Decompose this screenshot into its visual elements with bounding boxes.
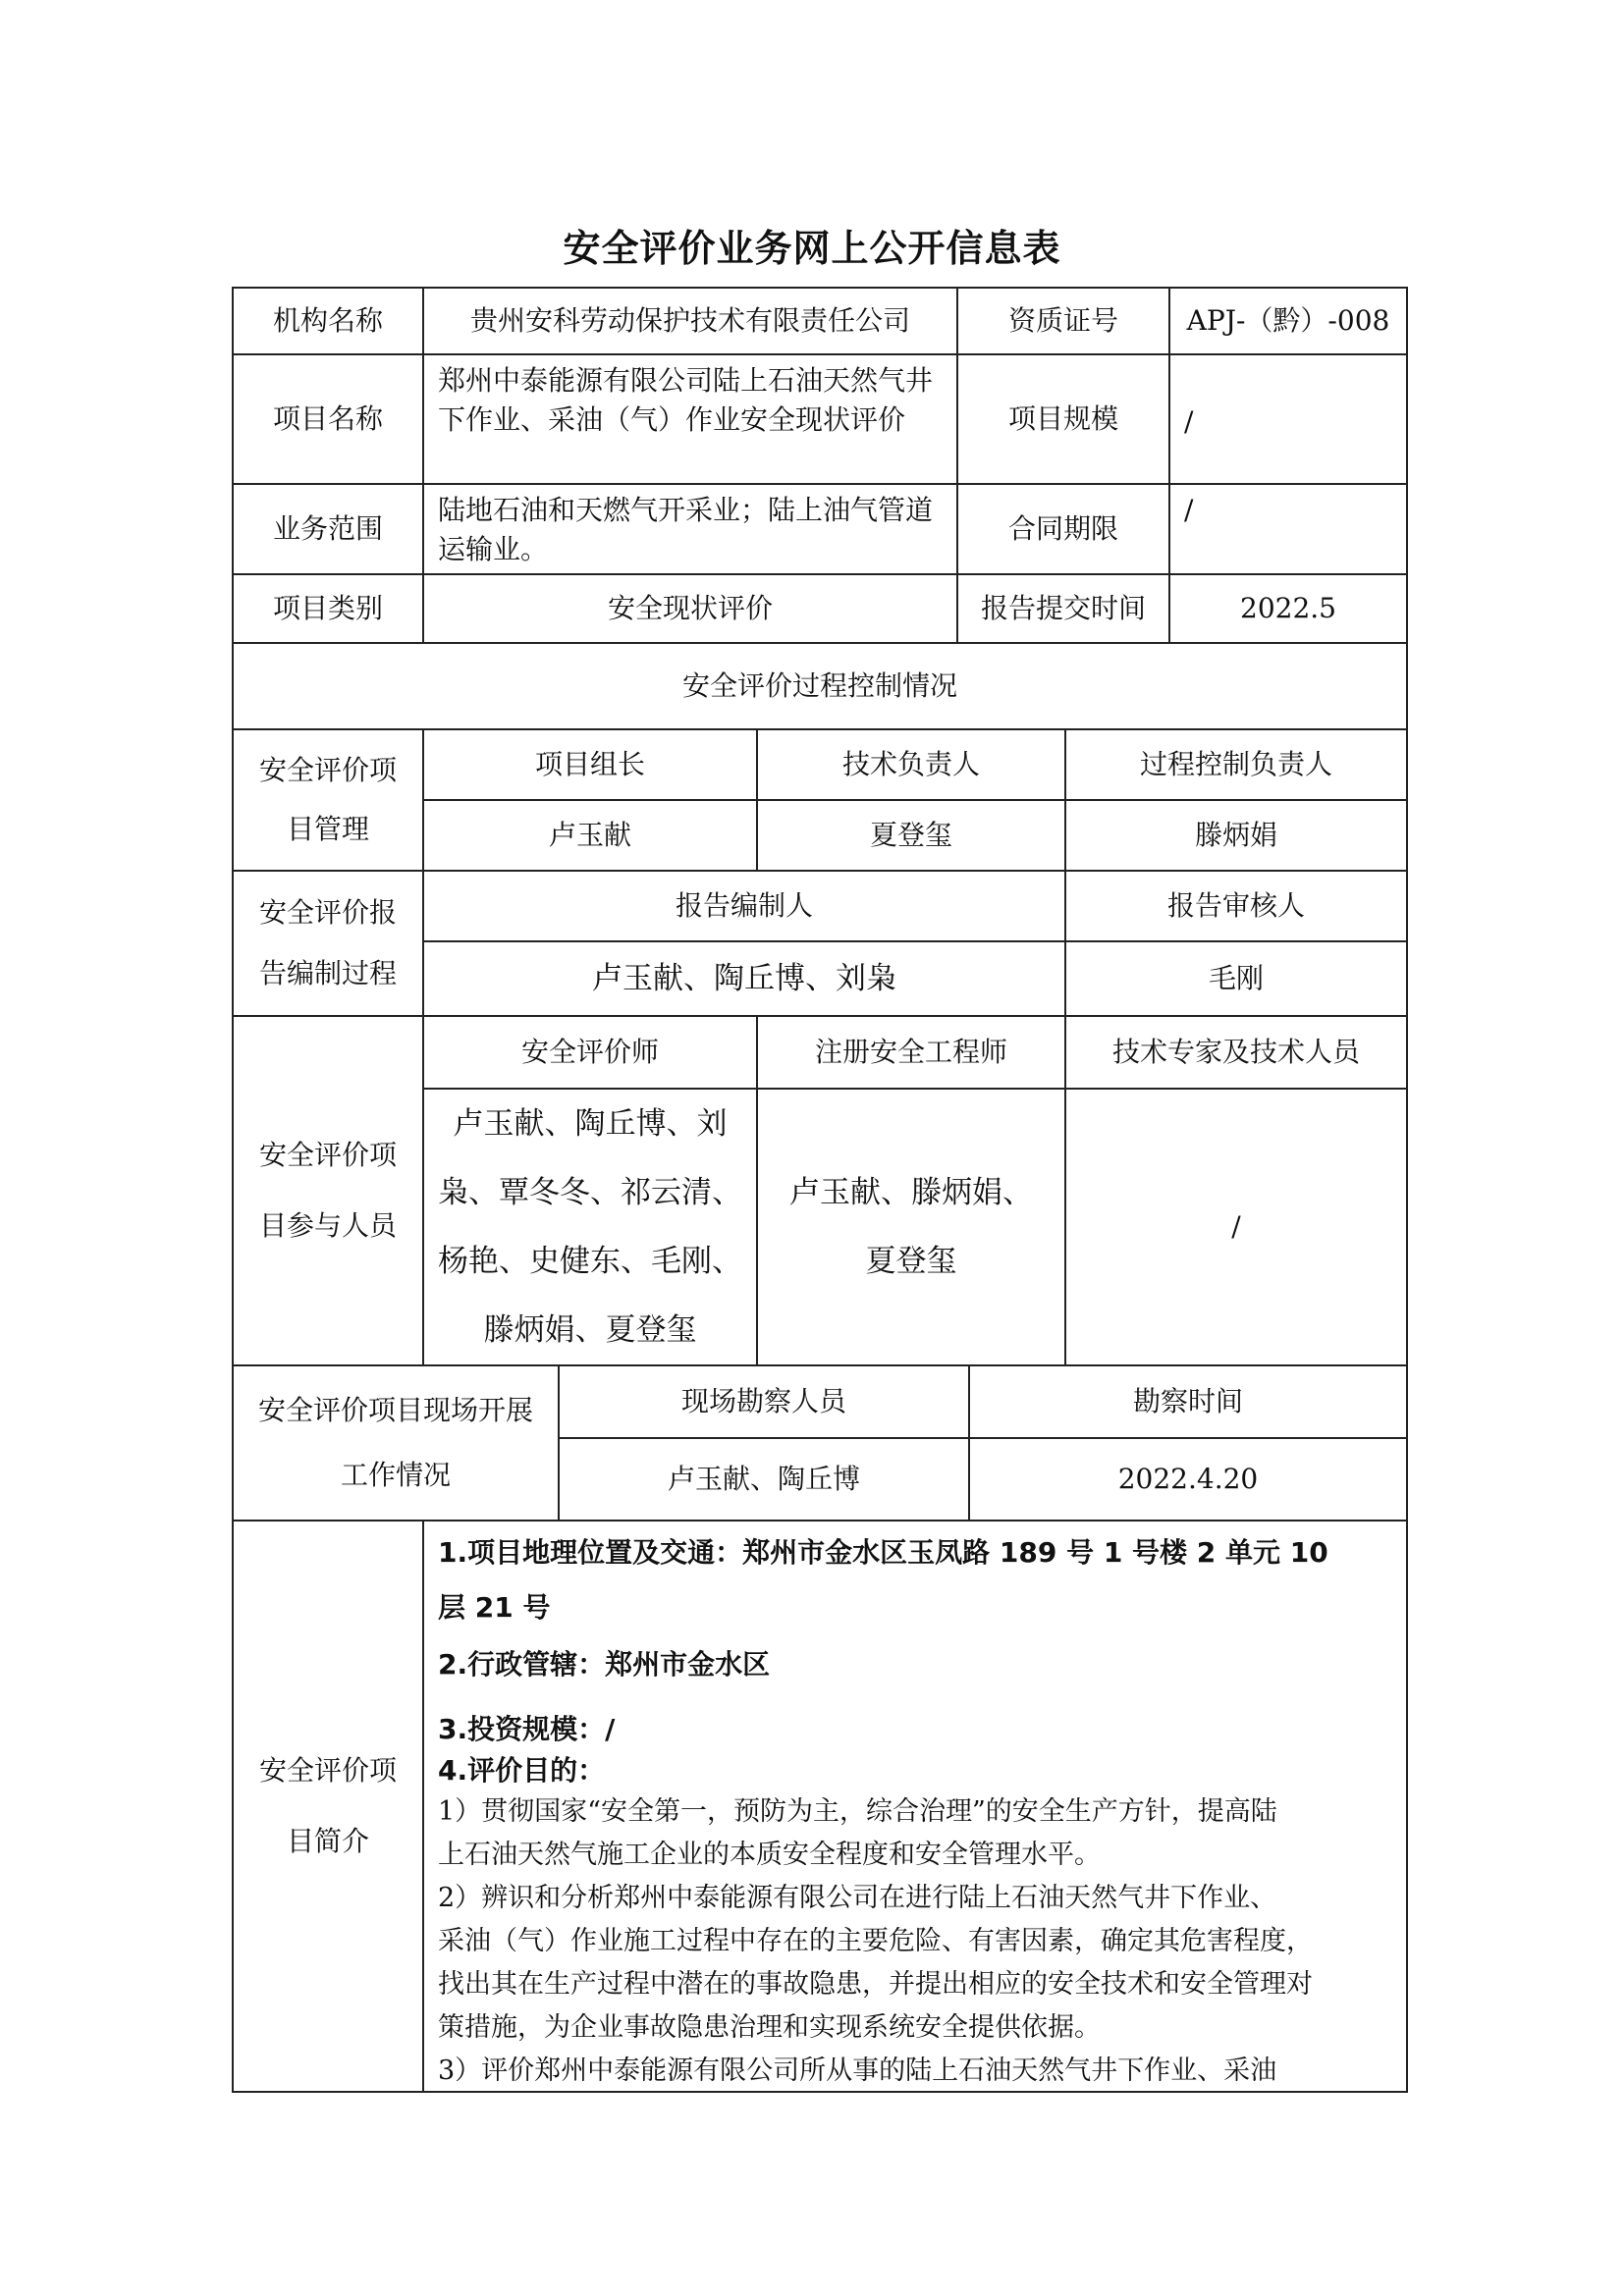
intro-purpose-1-line: 1）贯彻国家“安全第一，预防为主，综合治理”的安全生产方针，提高陆 xyxy=(438,1796,1277,1827)
intro-purpose-2-line: 采油（气）作业施工过程中存在的主要危险、有害因素，确定其危害程度， xyxy=(438,1926,1313,1956)
staff-engineer-line: 卢玉献、滕炳娟、 xyxy=(789,1175,1033,1210)
intro-label-line1: 安全评价项 xyxy=(258,1754,397,1787)
contract-label: 合同期限 xyxy=(956,483,1170,575)
staff-evaluator-line: 滕炳娟、夏登玺 xyxy=(483,1312,697,1348)
staff-label-line1: 安全评价项 xyxy=(258,1139,397,1171)
report-val-compiler: 卢玉献、陶丘博、刘枭 xyxy=(422,940,1066,1017)
process-header: 安全评价过程控制情况 xyxy=(232,642,1408,730)
project-label: 项目名称 xyxy=(232,353,424,485)
intro-investment: 3.投资规模：/ xyxy=(438,1713,616,1745)
staff-label xyxy=(232,1015,424,1366)
project-value: 郑州中泰能源有限公司陆上石油天然气井下作业、采油（气）作业安全现状评价 xyxy=(422,353,958,485)
report-label-line2: 告编制过程 xyxy=(258,957,397,989)
staff-val-evaluator xyxy=(422,1088,758,1366)
submit-value: 2022.5 xyxy=(1168,573,1408,644)
cert-label: 资质证号 xyxy=(956,287,1170,355)
site-label-line2: 工作情况 xyxy=(340,1458,451,1491)
intro-purpose-2-line: 策措施，为企业事故隐患治理和实现系统安全提供依据。 xyxy=(438,2012,1101,2043)
mgmt-val-leader: 卢玉献 xyxy=(422,799,758,872)
intro-location-line1: 1.项目地理位置及交通：郑州市金水区玉凤路 189 号 1 号楼 2 单元 10 xyxy=(438,1536,1328,1569)
staff-evaluator-line: 枭、覃冬冬、祁云清、 xyxy=(438,1175,742,1210)
staff-evaluator-line: 杨艳、史健东、毛刚、 xyxy=(438,1244,742,1279)
submit-label: 报告提交时间 xyxy=(956,573,1170,644)
intro-label-line2: 目简介 xyxy=(286,1825,369,1857)
site-col-surveyors: 现场勘察人员 xyxy=(558,1364,970,1439)
intro-purpose-2-line: 2）辨识和分析郑州中泰能源有限公司在进行陆上石油天然气井下作业、 xyxy=(438,1883,1277,1913)
report-val-reviewer: 毛刚 xyxy=(1064,940,1408,1017)
mgmt-val-control: 滕炳娟 xyxy=(1064,799,1408,872)
site-val-time: 2022.4.20 xyxy=(968,1437,1408,1522)
intro-location-line2: 层 21 号 xyxy=(438,1591,551,1624)
intro-purpose-3-line: 3）评价郑州中泰能源有限公司所从事的陆上石油天然气井下作业、采油 xyxy=(438,2056,1277,2086)
mgmt-label-line2: 目管理 xyxy=(286,813,369,846)
mgmt-col-tech: 技术负责人 xyxy=(756,728,1066,801)
cert-value: APJ-（黔）-008 xyxy=(1168,287,1408,355)
intro-purpose-heading: 4.评价目的： xyxy=(438,1754,606,1787)
org-value: 贵州安科劳动保护技术有限责任公司 xyxy=(422,287,958,355)
org-label: 机构名称 xyxy=(232,287,424,355)
report-col-compiler: 报告编制人 xyxy=(422,870,1066,942)
scope-label: 业务范围 xyxy=(232,483,424,575)
intro-purpose-1-line: 上石油天然气施工企业的本质安全程度和安全管理水平。 xyxy=(438,1840,1101,1870)
type-value: 安全现状评价 xyxy=(422,573,958,644)
page-title: 安全评价业务网上公开信息表 xyxy=(563,227,1061,270)
report-col-reviewer: 报告审核人 xyxy=(1064,870,1408,942)
mgmt-label xyxy=(232,728,424,872)
intro-label xyxy=(232,1520,424,2093)
site-val-surveyors: 卢玉献、陶丘博 xyxy=(558,1437,970,1522)
staff-col-expert: 技术专家及技术人员 xyxy=(1064,1015,1408,1090)
mgmt-val-tech: 夏登玺 xyxy=(756,799,1066,872)
staff-col-evaluator: 安全评价师 xyxy=(422,1015,758,1090)
staff-val-engineer xyxy=(756,1088,1066,1366)
report-label xyxy=(232,870,424,1017)
mgmt-label-line1: 安全评价项 xyxy=(258,753,397,786)
staff-evaluator-line: 卢玉献、陶丘博、刘 xyxy=(453,1106,728,1142)
mgmt-col-control: 过程控制负责人 xyxy=(1064,728,1408,801)
type-label: 项目类别 xyxy=(232,573,424,644)
intro-purpose-2-line: 找出其在生产过程中潜在的事故隐患，并提出相应的安全技术和安全管理对 xyxy=(438,1969,1313,2000)
site-label-line1: 安全评价项目现场开展 xyxy=(257,1394,533,1427)
intro-body xyxy=(422,1520,1408,2093)
site-label xyxy=(232,1364,560,1522)
mgmt-col-leader: 项目组长 xyxy=(422,728,758,801)
scale-label: 项目规模 xyxy=(956,353,1170,485)
site-col-time: 勘察时间 xyxy=(968,1364,1408,1439)
staff-label-line2: 目参与人员 xyxy=(258,1209,397,1242)
report-label-line1: 安全评价报 xyxy=(258,896,397,929)
staff-col-engineer: 注册安全工程师 xyxy=(756,1015,1066,1090)
intro-jurisdiction: 2.行政管辖：郑州市金水区 xyxy=(438,1648,771,1681)
staff-engineer-line: 夏登玺 xyxy=(865,1244,957,1279)
scale-value: / xyxy=(1168,353,1408,485)
staff-val-expert: / xyxy=(1064,1088,1408,1366)
scope-value: 陆地石油和天燃气开采业；陆上油气管道运输业。 xyxy=(422,483,958,575)
contract-value: / xyxy=(1168,483,1408,575)
